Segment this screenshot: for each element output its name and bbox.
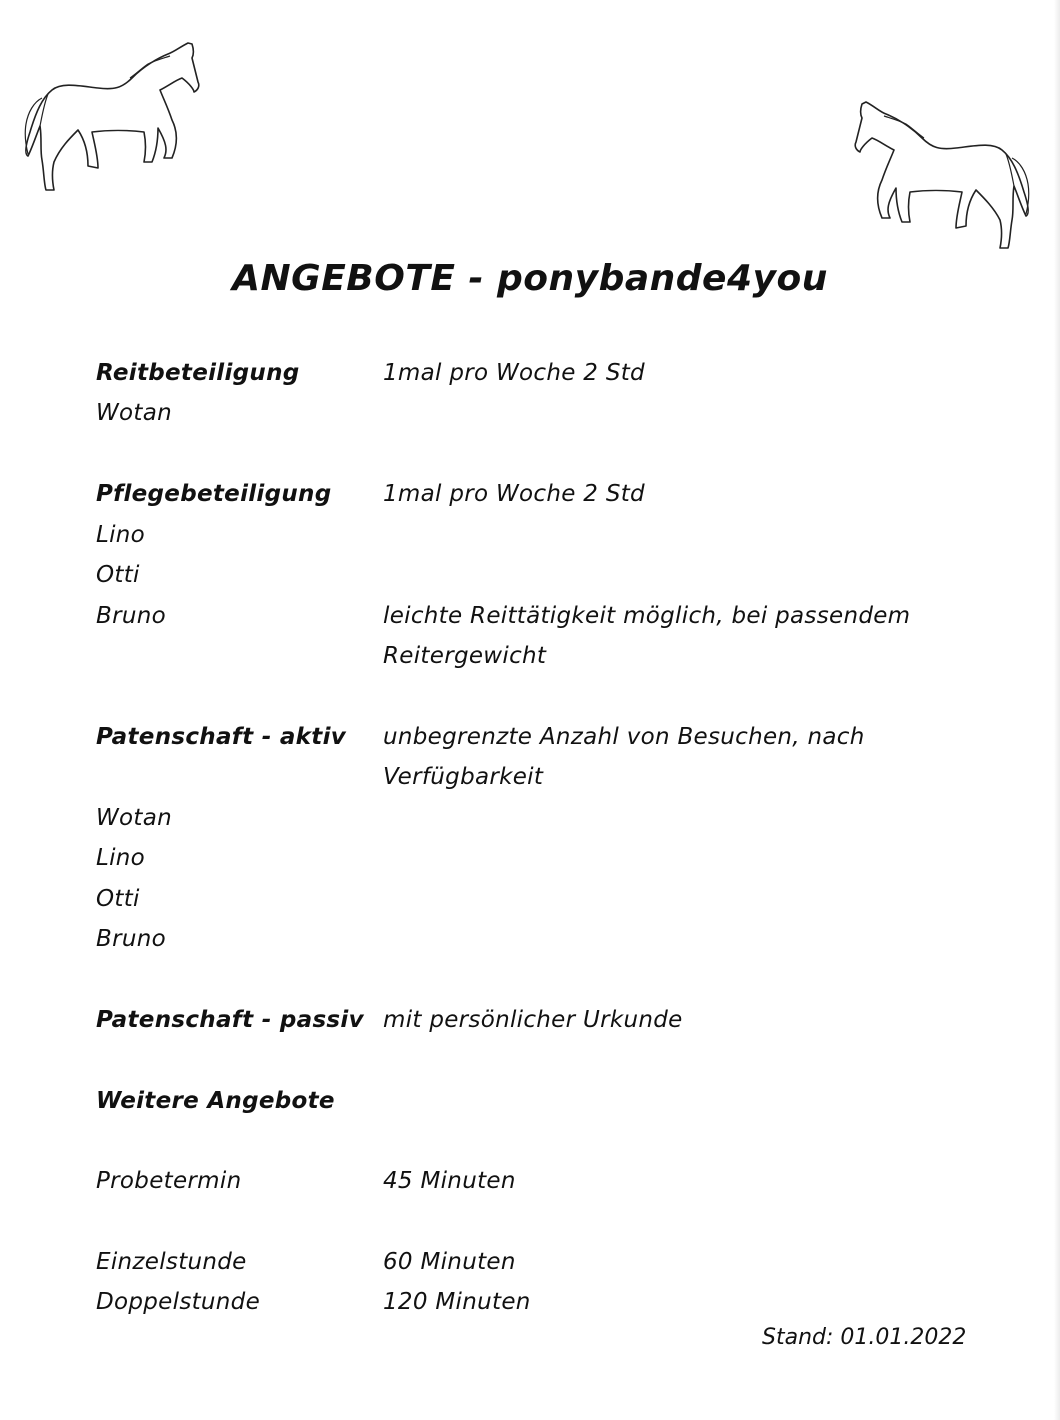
patenschaft-passiv-detail: mit persönlicher Urkunde <box>383 1007 683 1033</box>
bruno-note: leichte Reittätigkeit möglich, bei passendem <box>383 603 911 629</box>
horse-left-icon <box>18 38 200 196</box>
offer-label-einzelstunde: Einzelstunde <box>96 1249 247 1275</box>
pony-name: Bruno <box>96 603 166 629</box>
page-edge-shadow <box>1054 0 1060 1420</box>
pflegebeteiligung-detail: 1mal pro Woche 2 Std <box>383 481 645 507</box>
offer-value-einzelstunde: 60 Minuten <box>383 1249 516 1275</box>
pony-name: Bruno <box>96 926 166 952</box>
patenschaft-aktiv-detail-continued: Verfügbarkeit <box>383 764 544 790</box>
reitbeteiligung-detail: 1mal pro Woche 2 Std <box>383 360 645 386</box>
bruno-note-continued: Reitergewicht <box>383 643 547 669</box>
patenschaft-aktiv-detail: unbegrenzte Anzahl von Besuchen, nach <box>383 724 865 750</box>
page-title: ANGEBOTE - ponybande4you <box>232 258 828 299</box>
offer-value-doppelstunde: 120 Minuten <box>383 1289 531 1315</box>
horse-right-icon <box>852 94 1036 252</box>
section-heading-reitbeteiligung: Reitbeteiligung <box>96 360 300 386</box>
pony-name: Otti <box>96 562 140 588</box>
section-heading-patenschaft-passiv: Patenschaft - passiv <box>96 1007 364 1033</box>
offer-value-probetermin: 45 Minuten <box>383 1168 516 1194</box>
offer-label-probetermin: Probetermin <box>96 1168 242 1194</box>
section-heading-weitere-angebote: Weitere Angebote <box>96 1088 335 1114</box>
pony-name: Wotan <box>96 400 173 426</box>
pony-name: Lino <box>96 522 146 548</box>
offer-label-doppelstunde: Doppelstunde <box>96 1289 261 1315</box>
stand-date: Stand: 01.01.2022 <box>762 1325 967 1350</box>
pony-name: Lino <box>96 845 146 871</box>
section-heading-pflegebeteiligung: Pflegebeteiligung <box>96 481 332 507</box>
section-heading-patenschaft-aktiv: Patenschaft - aktiv <box>96 724 347 750</box>
pony-name: Wotan <box>96 805 173 831</box>
pony-name: Otti <box>96 886 140 912</box>
